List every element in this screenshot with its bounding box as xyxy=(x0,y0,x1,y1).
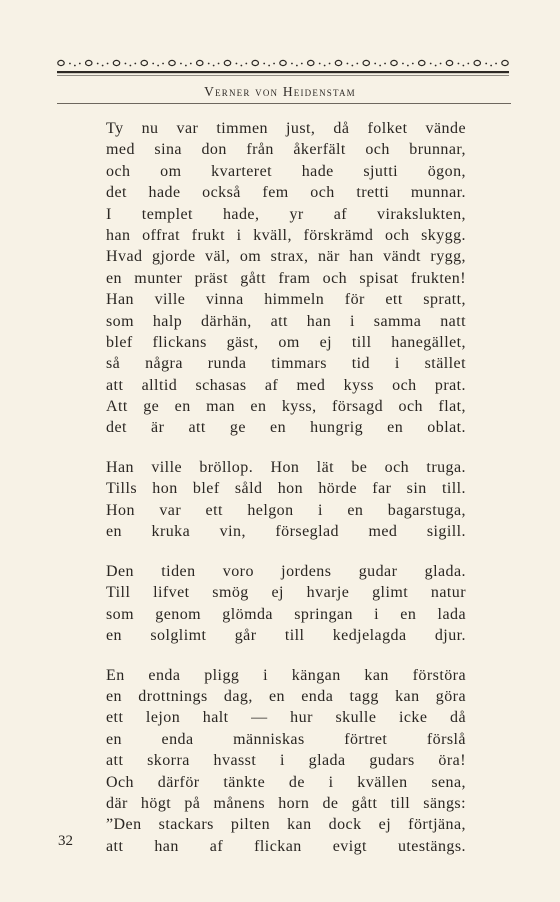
ornament-dot xyxy=(351,65,353,67)
ornament-dot xyxy=(97,63,99,65)
ornament-dot xyxy=(440,63,442,65)
ornament-ring xyxy=(169,60,175,65)
ornament-dot xyxy=(291,63,293,65)
ornament-dot xyxy=(379,65,381,67)
ornament-dot xyxy=(218,63,220,65)
ornament-dot xyxy=(102,65,104,67)
ornament-dot xyxy=(485,63,487,65)
stanza xyxy=(106,561,466,647)
ornament-ring xyxy=(252,60,258,65)
poem-line: där högt på månens horn de gått till sängs: xyxy=(106,794,466,812)
ornament-dot xyxy=(347,63,349,65)
ornament-dot xyxy=(190,63,192,65)
ornament-dot xyxy=(273,63,275,65)
ornament-dot xyxy=(69,63,71,65)
poem-line: Tills hon blef såld hon hörde far sin till. xyxy=(106,480,466,498)
poem-line: Att ge en man en kyss, försagd och flat, xyxy=(106,398,466,416)
poem-line: att skorra hvasst i glada gudars öra! xyxy=(106,752,466,770)
ornament-ring xyxy=(58,60,64,65)
poem-line: Till lifvet smög ej hvarje glimt natur xyxy=(106,584,466,602)
ornament-ring xyxy=(308,60,314,65)
poem-line: Och därför tänkte de i kvällen sena, xyxy=(106,773,466,791)
poem-line: Hon var ett helgon i en bagarstuga, xyxy=(106,501,466,519)
poem-line: så några runda timmars tid i stället xyxy=(106,355,466,373)
ornament-dot xyxy=(356,63,358,65)
ornament-dot xyxy=(319,63,321,65)
poem-line: I templet hade, yr af virakslukten, xyxy=(106,205,466,223)
ornament-dot xyxy=(208,63,210,65)
ornament-dot xyxy=(324,65,326,67)
poem-line: Han ville vinna himmeln för ett spratt, xyxy=(106,291,466,309)
header-rule xyxy=(57,103,511,104)
ornament-dot xyxy=(236,63,238,65)
ornament-dot xyxy=(435,65,437,67)
poem-line: ”Den stackars pilten kan dock ej förtjäna, xyxy=(106,816,466,834)
ornament-dot xyxy=(495,63,497,65)
ornament-ring xyxy=(280,60,286,65)
poem-line: Hvad gjorde väl, om strax, när han vändt rygg, xyxy=(106,248,466,266)
poem-line: det hade också fem och tretti munnar. xyxy=(106,184,466,202)
poem-line: en enda människas förtret förslå xyxy=(106,730,466,748)
stanza xyxy=(106,118,466,439)
ornament-dot xyxy=(74,65,76,67)
ornament-dot xyxy=(329,63,331,65)
ornament-dot xyxy=(107,63,109,65)
ornament-dot xyxy=(301,63,303,65)
poem-line: Den tiden voro jordens gudar glada. xyxy=(106,562,466,580)
ornament-ring xyxy=(474,60,480,65)
ornament-dot xyxy=(412,63,414,65)
ornament-dot xyxy=(125,63,127,65)
ornament-ring xyxy=(141,60,147,65)
ornament-ring xyxy=(446,60,452,65)
ornament-dot xyxy=(430,63,432,65)
page-number: 32 xyxy=(58,833,73,849)
stanza xyxy=(106,665,466,858)
poem-line: en munter präst gått fram och spisat frukten! xyxy=(106,269,466,287)
ornament-ring xyxy=(391,60,397,65)
ornament-dot xyxy=(79,63,81,65)
poem-line: med sina don från åkerfält och brunnar, xyxy=(106,141,466,159)
poem-line: som genom glömda springan i en lada xyxy=(106,605,466,623)
ornament-ring xyxy=(419,60,425,65)
poem-line: en solglimt går till kedjelagda djur. xyxy=(106,626,466,644)
ornament-ring xyxy=(224,60,230,65)
poem-line: att alltid schasas af med kyss och prat. xyxy=(106,376,466,394)
stanza xyxy=(106,457,466,543)
ornament-dot xyxy=(384,63,386,65)
running-head: Verner von Heidenstam xyxy=(204,84,356,99)
ornament-ring xyxy=(113,60,119,65)
ornament-ring xyxy=(335,60,341,65)
poem-line: en kruka vin, förseglad med sigill. xyxy=(106,523,466,541)
ornament-dot xyxy=(213,65,215,67)
ornament-dot xyxy=(240,65,242,67)
poem-line: En enda pligg i kängan kan förstöra xyxy=(106,666,466,684)
ornament-dot xyxy=(402,63,404,65)
poem-line: och om kvarteret hade sjutti ögon, xyxy=(106,162,466,180)
ornament-dot xyxy=(152,63,154,65)
ornament-dot xyxy=(296,65,298,67)
ornament-dot xyxy=(157,65,159,67)
ornament-dot xyxy=(467,63,469,65)
ornament-dot xyxy=(134,63,136,65)
ornament-dot xyxy=(245,63,247,65)
ornament-dot xyxy=(462,65,464,67)
ornament-dot xyxy=(162,63,164,65)
poem-line: Ty nu var timmen just, då folket vände xyxy=(106,120,466,137)
poem-line: Han ville bröllop. Hon lät be och truga. xyxy=(106,459,466,477)
ornament-ring xyxy=(197,60,203,65)
poem-line: han offrat frukt i kväll, förskrämd och skygg. xyxy=(106,226,466,244)
poem-body xyxy=(106,118,466,875)
poem-line: ett lejon halt — hur skulle icke då xyxy=(106,709,466,727)
ornament-dot xyxy=(129,65,131,67)
poem-line: att han af flickan evigt utestängs. xyxy=(106,837,466,855)
ornament-dot xyxy=(185,65,187,67)
ornament-dot xyxy=(268,65,270,67)
ornament-dot xyxy=(180,63,182,65)
poem-line: som halp därhän, att han i samma natt xyxy=(106,312,466,330)
ornament-dot xyxy=(458,63,460,65)
poem-line: det är att ge en hungrig en oblat. xyxy=(106,419,466,437)
ornament-dot xyxy=(490,65,492,67)
poem-line: en drottnings dag, en enda tagg kan göra xyxy=(106,687,466,705)
poem-line: blef flickans gäst, om ej till hanegället, xyxy=(106,333,466,351)
ornament-ring xyxy=(502,60,508,65)
ornament-dot xyxy=(374,63,376,65)
ornament-ring xyxy=(363,60,369,65)
ornament-ring xyxy=(86,60,92,65)
ornament-dot xyxy=(263,63,265,65)
decorative-border-ornament xyxy=(55,54,511,80)
ornament-dot xyxy=(407,65,409,67)
